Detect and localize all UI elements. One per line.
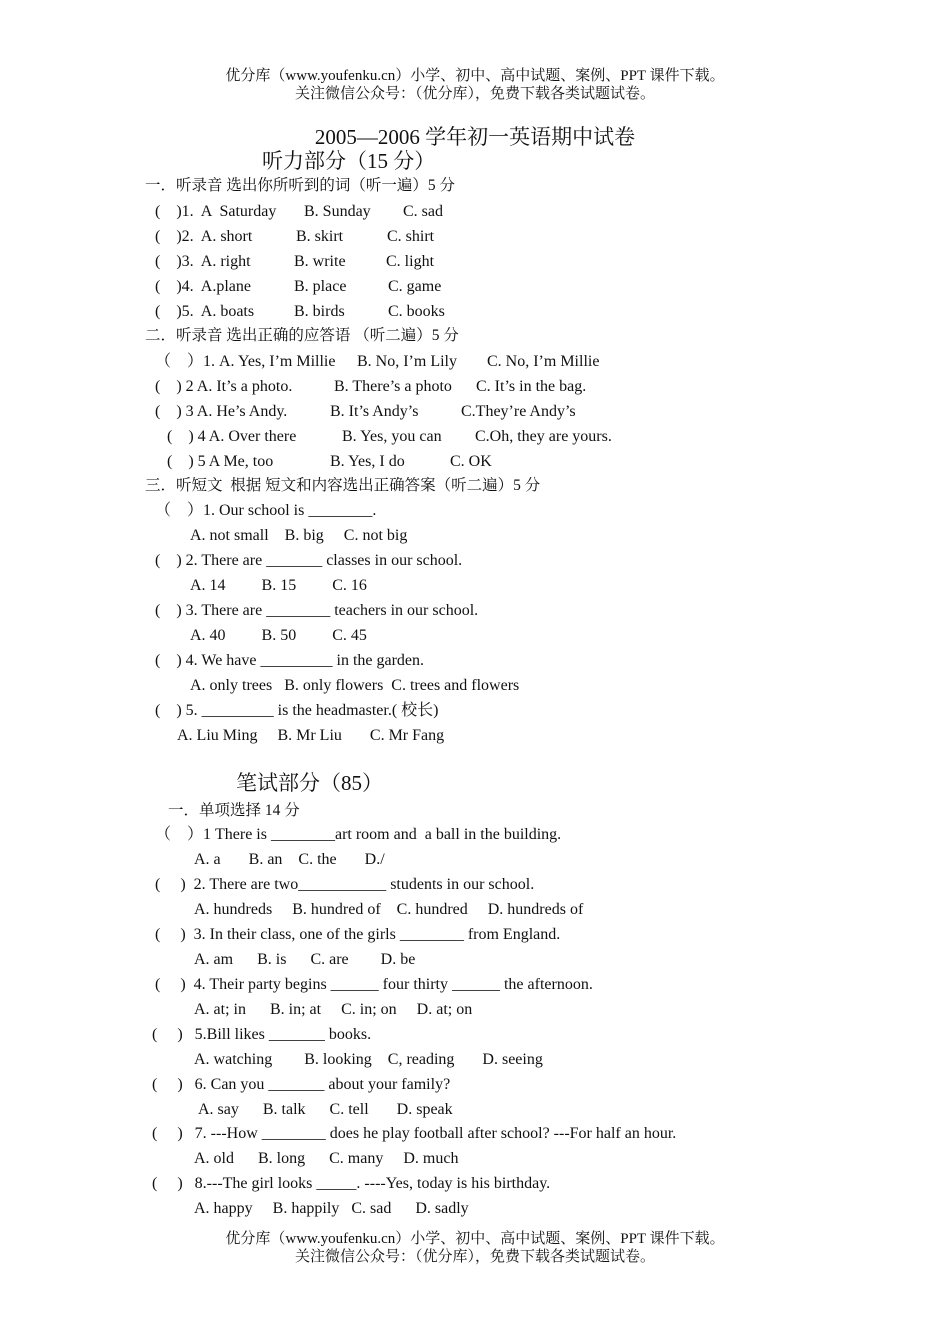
question-options: A. 40 B. 50 C. 45 [190,627,367,644]
option-b: B. It’s Andy’s [330,403,419,420]
option-c: C. sad [403,203,443,220]
question-options: A. watching B. looking C, reading D. seeing [194,1051,543,1068]
question-options: A. only trees B. only flowers C. trees and flowers [190,677,520,694]
question-options: A. a B. an C. the D./ [194,851,385,868]
option-b: B. place [294,278,347,295]
option-c: C. OK [450,453,492,470]
option-c: C. No, I’m Millie [487,353,600,370]
question-stem: ( )4. A.plane [155,278,251,295]
header-line-1: 优分库（www.youfenku.cn）小学、初中、高中试题、案例、PPT 课件下载。 [225,68,725,84]
option-b: B. No, I’m Lily [357,353,457,370]
question-options: A. old B. long C. many D. much [194,1150,459,1167]
listening-heading: 听力部分（15 分） [262,149,436,173]
option-c: C. game [388,278,442,295]
option-c: C.They’re Andy’s [461,403,576,420]
written-s1-heading: 一．单项选择 14 分 [168,802,300,819]
question-stem: ( )5. A. boats [155,303,255,320]
question-stem: （ ）1. A. Yes, I’m Millie [155,353,336,370]
question-options: A. happy B. happily C. sad D. sadly [194,1200,469,1217]
question-options: A. not small B. big C. not big [190,527,408,544]
question-stem: ( ) 3. In their class, one of the girls ________ from England. [155,926,561,943]
question-stem: ( ) 6. Can you _______ about your family? [152,1076,451,1093]
question-options: A. 14 B. 15 C. 16 [190,577,367,594]
listening-s1-heading: 一．听录音 选出你所听到的词（听一遍）5 分 [145,177,456,194]
question-stem: ( ) 3 A. He’s Andy. [155,403,288,420]
option-b: B. Yes, I do [330,453,405,470]
option-b: B. write [294,253,346,270]
question-stem: ( ) 2 A. It’s a photo. [155,378,293,395]
question-stem: （ ）1. Our school is ________. [155,502,377,519]
page-title: 2005—2006 学年初一英语期中试卷 [314,125,636,149]
footer-line-2: 关注微信公众号：（优分库），免费下载各类试题试卷。 [294,1249,655,1265]
question-stem: ( ) 2. There are _______ classes in our school. [155,552,463,569]
header-line-2: 关注微信公众号：（优分库），免费下载各类试题试卷。 [294,86,655,102]
question-stem: ( ) 5. _________ is the headmaster.( 校长) [155,702,439,719]
question-stem: ( )1. A Saturday [155,203,277,220]
question-options: A. Liu Ming B. Mr Liu C. Mr Fang [177,727,445,744]
question-options: A. hundreds B. hundred of C. hundred D. hundreds of [194,901,584,918]
question-stem: ( ) 4 A. Over there [167,428,297,445]
listening-s2-heading: 二．听录音 选出正确的应答语 （听二遍）5 分 [145,327,459,344]
question-stem: ( )2. A. short [155,228,253,245]
listening-s3-heading: 三．听短文 根据 短文和内容选出正确答案（听二遍）5 分 [145,477,541,494]
option-c: C. It’s in the bag. [476,378,587,395]
option-b: B. skirt [296,228,344,245]
written-heading: 笔试部分（85） [236,771,383,795]
question-stem: （ ）1 There is ________art room and a ball in the building. [155,826,562,843]
question-stem: ( )3. A. right [155,253,251,270]
question-options: A. am B. is C. are D. be [194,951,416,968]
option-c: C. shirt [387,228,435,245]
option-b: B. There’s a photo [334,378,452,395]
question-stem: ( ) 4. Their party begins ______ four thirty ______ the afternoon. [155,976,593,993]
option-b: B. Yes, you can [342,428,442,445]
question-stem: ( ) 3. There are ________ teachers in our school. [155,602,479,619]
option-c: C. books [388,303,445,320]
question-stem: ( ) 2. There are two___________ students in our school. [155,876,535,893]
question-stem: ( ) 5 A Me, too [167,453,274,470]
option-b: B. birds [294,303,345,320]
option-c: C.Oh, they are yours. [475,428,612,445]
question-options: A. say B. talk C. tell D. speak [198,1101,453,1118]
option-b: B. Sunday [304,203,371,220]
question-stem: ( ) 8.---The girl looks _____. ----Yes, today is his birthday. [152,1175,551,1192]
question-stem: ( ) 5.Bill likes _______ books. [152,1026,372,1043]
question-stem: ( ) 4. We have _________ in the garden. [155,652,425,669]
question-stem: ( ) 7. ---How ________ does he play football after school? ---For half an hour. [152,1125,677,1142]
option-c: C. light [386,253,435,270]
question-options: A. at; in B. in; at C. in; on D. at; on [194,1001,473,1018]
footer-line-1: 优分库（www.youfenku.cn）小学、初中、高中试题、案例、PPT 课件下载。 [225,1231,725,1247]
